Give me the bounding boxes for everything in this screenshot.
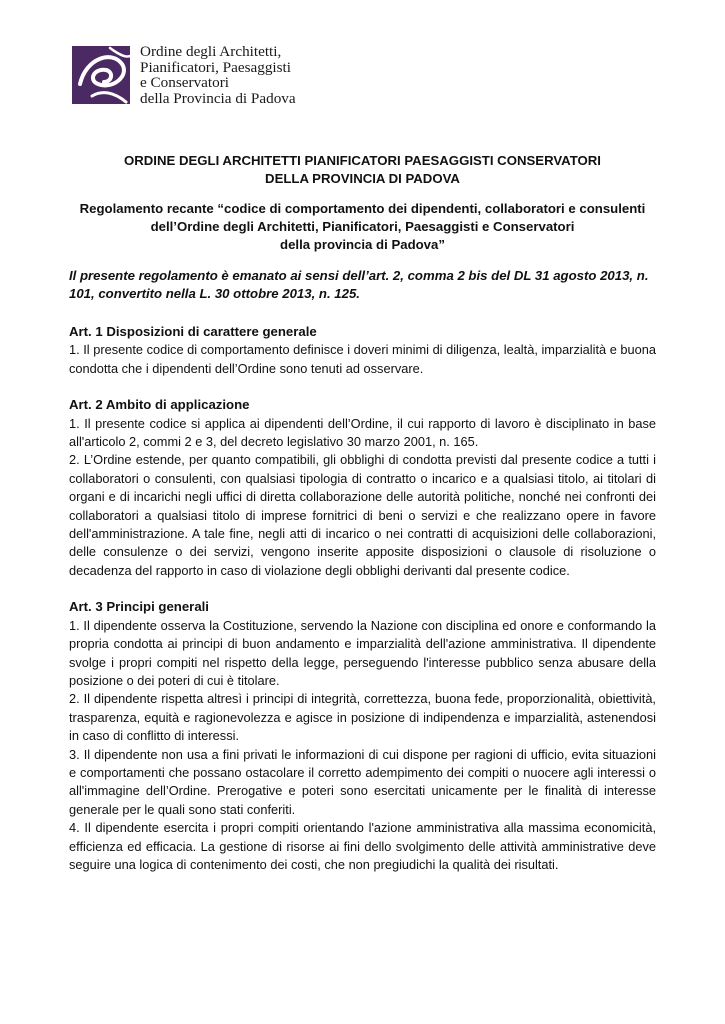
article-heading: Art. 3 Principi generali bbox=[69, 599, 209, 615]
regulation-title-line: dell’Ordine degli Architetti, Pianificatori, Paesaggisti e Conservatori bbox=[150, 219, 575, 234]
logo-line: Pianificatori, Paesaggisti bbox=[140, 58, 291, 76]
order-header bbox=[69, 152, 656, 188]
article-paragraph: 1. Il presente codice di comportamento definisce i doveri minimi di diligenza, lealtà, imparzialità e buona condotta che i dipendenti dell’Ordine sono tenuti ad osservare. bbox=[69, 342, 656, 376]
order-header-line: DELLA PROVINCIA DI PADOVA bbox=[265, 171, 460, 186]
regulation-title-line: Regolamento recante “codice di comportamento dei dipendenti, collaboratori e consulenti bbox=[79, 201, 646, 216]
logo-line: della Provincia di Padova bbox=[140, 89, 296, 107]
logo-line: Ordine degli Architetti, bbox=[140, 43, 282, 60]
article-paragraph: 2. Il dipendente rispetta altresì i principi di integrità, correttezza, buona fede, proporzionalità, obiettività, trasparenza, equità e ragionevolezza e agisce in posizione di indipendenza e imparzialità, astenendosi in caso di conflitto di interessi. bbox=[69, 691, 656, 744]
order-header-line: ORDINE DEGLI ARCHITETTI PIANIFICATORI PAESAGGISTI CONSERVATORI bbox=[124, 153, 601, 168]
article-3 bbox=[69, 598, 656, 874]
article-paragraph: 1. Il dipendente osserva la Costituzione, servendo la Nazione con disciplina ed onore e conformando la propria condotta ai principi di buon andamento e imparzialità dell'azione amministrativa. Il dipendente svolge i propri compiti nel rispetto della legge, perseguendo l'interesse pubblico senza abusare della posizione o dei poteri di cui è titolare. bbox=[69, 617, 656, 688]
article-1 bbox=[69, 323, 656, 378]
logo-wordmark bbox=[140, 44, 296, 106]
article-paragraph: 1. Il presente codice si applica ai dipendenti dell’Ordine, il cui rapporto di lavoro è disciplinato in base all'articolo 2, commi 2 e 3, del decreto legislativo 30 marzo 2001, n. 165. bbox=[69, 415, 656, 450]
article-paragraph: 2. L’Ordine estende, per quanto compatibili, gli obblighi di condotta previsti dal presente codice a tutti i collaboratori o consulenti, con qualsiasi tipologia di contratto o incarico e a qualsiasi titolo, ai titolari di organi e di incarichi negli uffici di diretta collaborazione delle autorità politiche, nonché nei confronti dei collaboratori a qualsiasi titolo di imprese fornitrici di beni o servizi e che realizzano opere in favore dell'amministrazione. A tale fine, negli atti di incarico o nei contratti di acquisizioni delle collaborazioni, delle consulenze o dei servizi, vengono inserite apposite disposizioni o clausole di risoluzione o decadenza del rapporto in caso di violazione degli obblighi derivanti dal presente codice. bbox=[69, 452, 656, 578]
article-paragraph: 3. Il dipendente non usa a fini privati le informazioni di cui dispone per ragioni di ufficio, evita situazioni e comportamenti che possano ostacolare il corretto adempimento dei compiti o nuocere agli interessi o all'immagine dell’Ordine. Prerogative e poteri sono esercitati unicamente per le finalità di interesse generale per le quali sono stati conferiti. bbox=[69, 746, 656, 817]
regulation-title-line: della provincia di Padova” bbox=[280, 237, 445, 252]
oappc-logo-mark-icon bbox=[72, 44, 132, 106]
article-heading: Art. 1 Disposizioni di carattere generale bbox=[69, 324, 317, 339]
article-paragraph: 4. Il dipendente esercita i propri compiti orientando l'azione amministrativa alla massima economicità, efficienza ed efficacia. La gestione di risorse ai fini dello svolgimento delle attività amministrative deve seguire una logica di contenimento dei costi, che non pregiudichi la qualità dei risultati. bbox=[69, 820, 656, 872]
document-body bbox=[69, 152, 656, 874]
article-heading: Art. 2 Ambito di applicazione bbox=[69, 397, 250, 413]
article-2 bbox=[69, 396, 656, 580]
legal-basis-statement: Il presente regolamento è emanato ai sensi dell’art. 2, comma 2 bis del DL 31 agosto 2013, n. 101, convertito nella L. 30 ottobre 2013, n. 125. bbox=[69, 268, 649, 301]
order-logo bbox=[72, 44, 296, 106]
logo-line: e Conservatori bbox=[140, 74, 229, 92]
regulation-title bbox=[69, 200, 656, 254]
